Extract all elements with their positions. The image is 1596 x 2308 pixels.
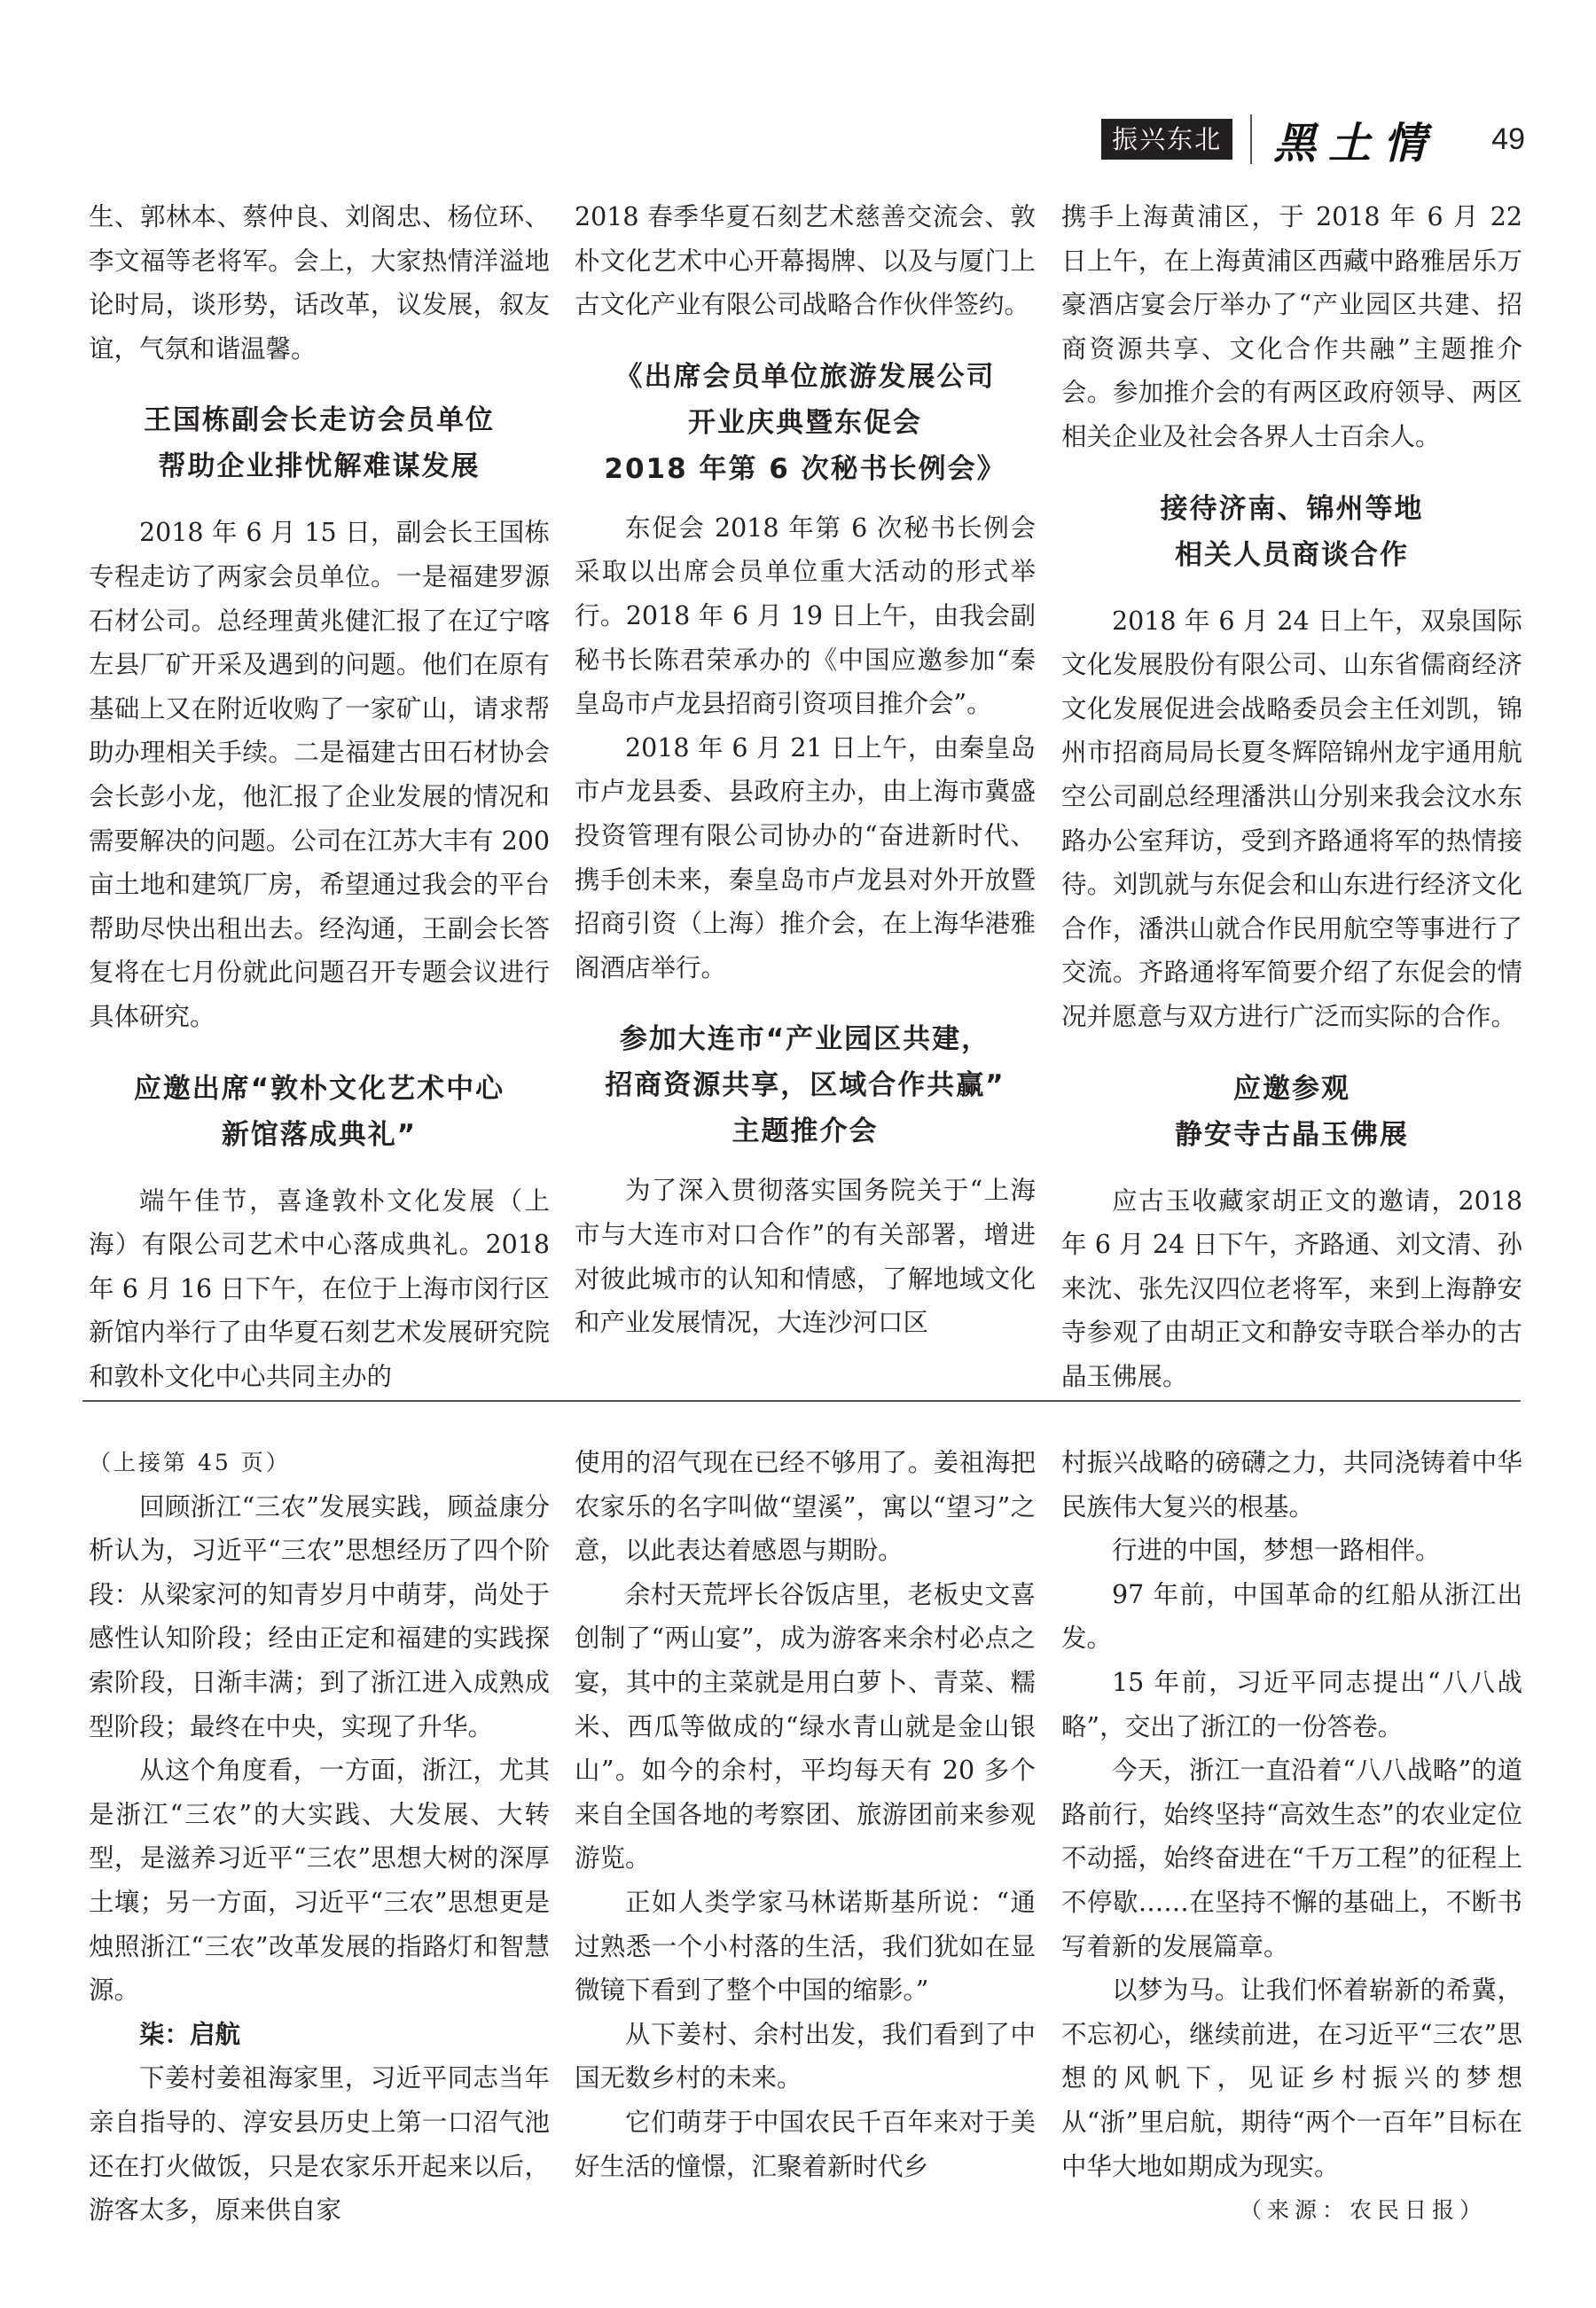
paragraph: 使用的沼气现在已经不够用了。姜祖海把农家乐的名字叫做“望溪”，寓以“望习”之意，以此表达着感恩与期盼。 bbox=[575, 1448, 1036, 1566]
paragraph: 2018 春季华夏石刻艺术慈善交流会、敦朴文化艺术中心开幕揭牌、以及与厦门上古文化产业有限公司战略合作伙伴签约。 bbox=[575, 202, 1036, 320]
article-title: 相关人员商谈合作 bbox=[1175, 538, 1409, 571]
paragraph: 回顾浙江“三农”发展实践，顾益康分析认为，习近平“三农”思想经历了四个阶段：从梁家河的知青岁月中萌芽，尚处于感性认知阶段；经由正定和福建的实践探索阶段，日渐丰满；到了浙江进入成熟成型阶段；最终在中央，实现了升华。 bbox=[89, 1491, 550, 1741]
paragraph: 下姜村姜祖海家里，习近平同志当年亲自指导的、淳安县历史上第一口沼气池还在打火做饭，只是农家乐开起来以后，游客太多，原来供自家 bbox=[89, 2063, 550, 2226]
paragraph: 以梦为马。让我们怀着崭新的希冀，不忘初心，继续前进，在习近平“三农”思想的风帆下，见证乡村振兴的梦想从“浙”里启航，期待“两个一百年”目标在中华大地如期成为现实。 bbox=[1061, 1975, 1522, 2181]
paragraph: 东促会 2018 年第 6 次秘书长例会采取以出席会员单位重大活动的形式举行。2018 年 6 月 19 日上午，由我会副秘书长陈君荣承办的《中国应邀参加“秦皇岛市卢龙县招商引资项目推介会”。 bbox=[575, 512, 1036, 719]
article-title: 参加大连市“产业园区共建， bbox=[619, 1023, 991, 1056]
paragraph: 余村天荒坪长谷饭店里，老板史文喜创制了“两山宴”，成为游客来余村必点之宴，其中的主菜就是用白萝卜、青菜、糯米、西瓜等做成的“绿水青山就是金山银山”。如今的余村，平均每天有 20 多个来自全国各地的考察团、旅游团前来参观游览。 bbox=[575, 1579, 1036, 1874]
paragraph: 端午佳节，喜逢敦朴文化发展（上海）有限公司艺术中心落成典礼。2018 年 6 月 16 日下午，在位于上海市闵行区新馆内举行了由华夏石刻艺术发展研究院和敦朴文化中心共同主办的 bbox=[89, 1185, 550, 1391]
paragraph: 应古玉收藏家胡正文的邀请，2018 年 6 月 24 日下午，齐路通、刘文清、孙来沈、张先汉四位老将军，来到上海静安寺参观了由胡正文和静安寺联合举办的古晶玉佛展。 bbox=[1061, 1185, 1522, 1391]
top-column-2 bbox=[575, 195, 1036, 1345]
header-divider bbox=[1250, 114, 1252, 164]
paragraph: 行进的中国，梦想一路相伴。 bbox=[1112, 1536, 1441, 1566]
bottom-column-1 bbox=[89, 1441, 550, 2233]
article-title: 2018 年第 6 次秘书长例会》 bbox=[604, 452, 1006, 485]
paragraph: 2018 年 6 月 15 日，副会长王国栋专程走访了两家会员单位。一是福建罗源石材公司。总经理黄兆健汇报了在辽宁喀左县厂矿开采及遇到的问题。他们在原有基础上又在附近收购了一家矿山，请求帮助办理相关手续。二是福建古田石材协会会长彭小龙，他汇报了企业发展的情况和需要解决的问题。公司在江苏大丰有 200 亩土地和建筑厂房，希望通过我会的平台帮助尽快出租出去。经沟通，王副会长答复将在七月份就此问题召开专题会议进行具体研究。 bbox=[89, 518, 550, 1031]
continued-note: （上接第 45 页） bbox=[89, 1450, 291, 1475]
page-header bbox=[1101, 108, 1525, 170]
paragraph: 今天，浙江一直沿着“八八战略”的道路前行，始终坚持“高效生态”的农业定位不动摇，始终奋进在“千万工程”的征程上不停歇……在坚持不懈的基础上，不断书写着新的发展篇章。 bbox=[1061, 1756, 1522, 1961]
magazine-logo: 黑土情 bbox=[1273, 118, 1439, 168]
paragraph: 97 年前，中国革命的红船从浙江出发。 bbox=[1061, 1579, 1522, 1654]
article-title: 静安寺古晶玉佛展 bbox=[1175, 1118, 1409, 1151]
article-title: 接待济南、锦州等地 bbox=[1160, 492, 1424, 525]
paragraph: 从下姜村、余村出发，我们看到了中国无数乡村的未来。 bbox=[575, 2019, 1036, 2093]
paragraph: 从这个角度看，一方面，浙江，尤其是浙江“三农”的大实践、大发展、大转型，是滋养习近平“三农”思想大树的深厚土壤；另一方面，习近平“三农”思想更是烛照浙江“三农”改革发展的指路灯和智慧源。 bbox=[89, 1756, 550, 2006]
page-number: 49 bbox=[1491, 121, 1525, 156]
bottom-column-3 bbox=[1061, 1441, 1522, 2233]
source-credit: （来源：农民日报） bbox=[1239, 2197, 1487, 2224]
section-divider bbox=[82, 1400, 1521, 1402]
article-title: 帮助企业排忧解难谋发展 bbox=[158, 450, 481, 483]
article-title: 《出席会员单位旅游发展公司 bbox=[614, 360, 996, 393]
article-title: 招商资源共享，区域合作共赢” bbox=[605, 1069, 1005, 1102]
article-title: 应邀出席“敦朴文化艺术中心 bbox=[133, 1072, 505, 1105]
paragraph: 为了深入贯彻落实国务院关于“上海市与大连市对口合作”的有关部署，增进对彼此城市的认知和情感，了解地域文化和产业发展情况，大连沙河口区 bbox=[575, 1176, 1036, 1338]
paragraph: 2018 年 6 月 21 日上午，由秦皇岛市卢龙县委、县政府主办，由上海市冀盛投资管理有限公司协办的“奋进新时代、携手创未来，秦皇岛市卢龙县对外开放暨招商引资（上海）推介会，在上海华港雅阁酒店举行。 bbox=[575, 732, 1036, 982]
article-title: 应邀参观 bbox=[1233, 1072, 1350, 1105]
paragraph: 15 年前，习近平同志提出“八八战略”，交出了浙江的一份答卷。 bbox=[1061, 1667, 1522, 1741]
top-column-1 bbox=[89, 195, 550, 1398]
subheading: 柒：启航 bbox=[139, 2019, 241, 2049]
article-title: 新馆落成典礼” bbox=[221, 1118, 418, 1151]
paragraph: 村振兴战略的磅礴之力，共同浇铸着中华民族伟大复兴的根基。 bbox=[1061, 1448, 1522, 1522]
paragraph: 它们萌芽于中国农民千百年来对于美好生活的憧憬，汇聚着新时代乡 bbox=[575, 2107, 1036, 2181]
section-tag: 振兴东北 bbox=[1101, 119, 1232, 160]
paragraph: 2018 年 6 月 24 日上午，双泉国际文化发展股份有限公司、山东省儒商经济文化发展促进会战略委员会主任刘凯，锦州市招商局局长夏冬辉陪锦州龙宇通用航空公司副总经理潘洪山分别来我会汶水东路办公室拜访，受到齐路通将军的热情接待。刘凯就与东促会和山东进行经济文化合作，潘洪山就合作民用航空等事进行了交流。齐路通将军简要介绍了东促会的情况并愿意与双方进行广泛而实际的合作。 bbox=[1061, 606, 1522, 1031]
paragraph: 携手上海黄浦区，于 2018 年 6 月 22 日上午，在上海黄浦区西藏中路雅居乐万豪酒店宴会厅举办了“产业园区共建、招商资源共享、文化合作共融”主题推介会。参加推介会的有两区政府领导、两区相关企业及社会各界人士百余人。 bbox=[1061, 202, 1522, 451]
article-title: 王国栋副会长走访会员单位 bbox=[144, 404, 495, 437]
top-column-3 bbox=[1061, 195, 1522, 1398]
paragraph: 正如人类学家马林诺斯基所说：“通过熟悉一个小村落的生活，我们犹如在显微镜下看到了整个中国的缩影。” bbox=[575, 1887, 1036, 2006]
bottom-column-2 bbox=[575, 1441, 1036, 2188]
article-title: 主题推介会 bbox=[732, 1115, 879, 1148]
article-title: 开业庆典暨东促会 bbox=[688, 406, 922, 439]
paragraph: 生、郭林本、蔡仲良、刘阁忠、杨位环、李文福等老将军。会上，大家热情洋溢地论时局，谈形势，话改革，议发展，叙友谊，气氛和谐温馨。 bbox=[89, 202, 550, 364]
